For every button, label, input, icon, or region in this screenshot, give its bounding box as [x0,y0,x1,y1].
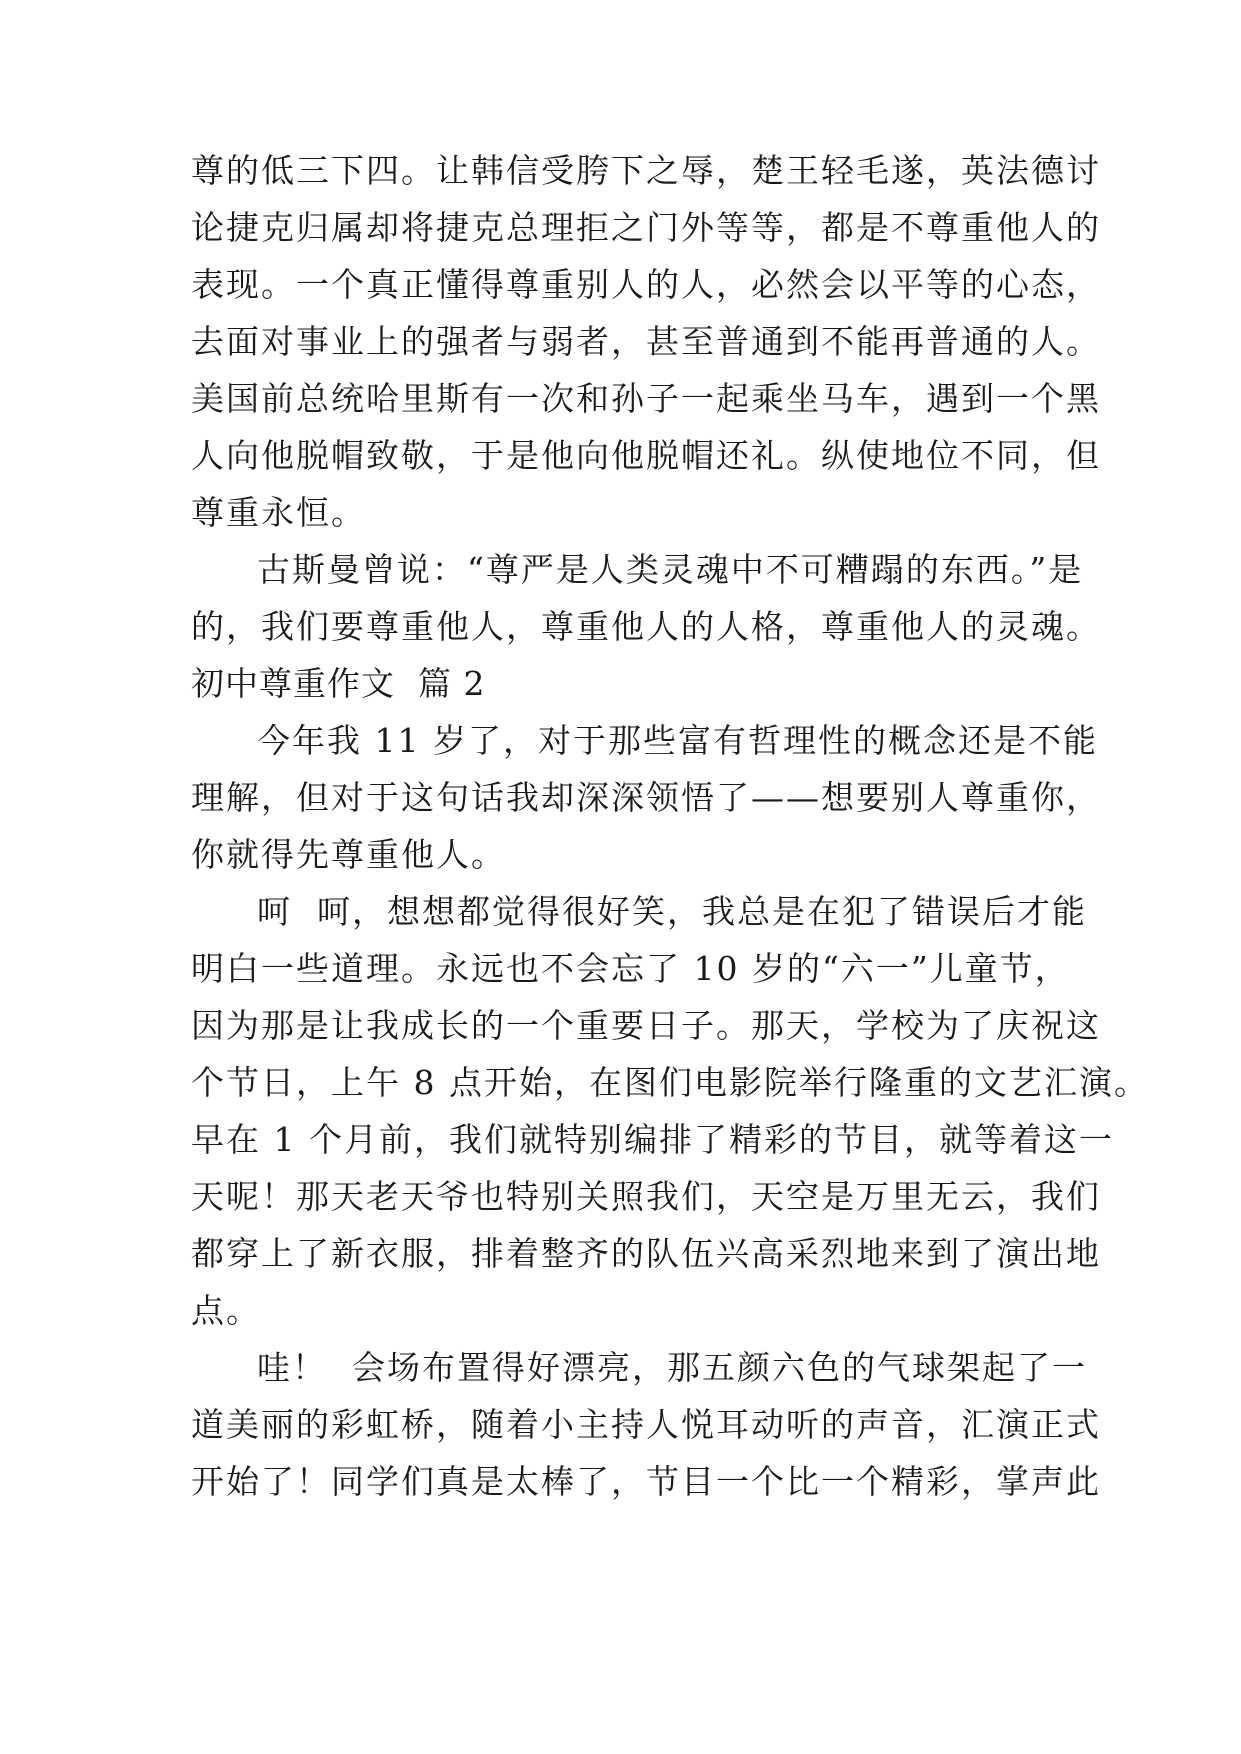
text-line: 论捷克归属却将捷克总理拒之门外等等，都是不尊重他人的 [191,208,1101,247]
text-line: 早在 1 个月前，我们就特别编排了精彩的节目，就等着这一 [191,1120,1114,1159]
text-line: 表现。一个真正懂得尊重别人的人，必然会以平等的心态， [191,265,1101,304]
text-line: 都穿上了新衣服，排着整齐的队伍兴高采烈地来到了演出地 [191,1234,1101,1273]
text-line: 去面对事业上的强者与弱者，甚至普通到不能再普通的人。 [191,322,1101,361]
essay-body [191,142,1149,1510]
text-line: 个节日，上午 8 点开始，在图们电影院举行隆重的文艺汇演。 [191,1063,1149,1102]
text-line: 因为那是让我成长的一个重要日子。那天，学校为了庆祝这 [191,1006,1101,1045]
paragraph-first-line: 哇！ 会场布置得好漂亮，那五颜六色的气球架起了一 [257,1348,1087,1387]
text-line: 点。 [191,1291,261,1330]
text-line: 人向他脱帽致敬，于是他向他脱帽还礼。纵使地位不同，但 [191,436,1101,475]
text-line: 开始了！同学们真是太棒了，节目一个比一个精彩，掌声此 [191,1462,1101,1501]
text-line: 美国前总统哈里斯有一次和孙子一起乘坐马车，遇到一个黑 [191,379,1101,418]
text-line: 尊重永恒。 [191,493,366,532]
text-line: 你就得先尊重他人。 [191,835,506,874]
paragraph-first-line: 古斯曼曾说：“尊严是人类灵魂中不可糟蹋的东西。”是 [257,550,1084,589]
text-line: 的，我们要尊重他人，尊重他人的人格，尊重他人的灵魂。 [191,607,1101,646]
text-line: 明白一些道理。永远也不会忘了 10 岁的“六一”儿童节， [191,949,1070,988]
text-line: 尊的低三下四。让韩信受胯下之辱，楚王轻毛遂，英法德讨 [191,151,1101,190]
paragraph-first-line: 今年我 11 岁了，对于那些富有哲理性的概念还是不能 [257,721,1098,760]
section-heading: 初中尊重作文 篇 2 [191,664,486,703]
text-line: 道美丽的彩虹桥，随着小主持人悦耳动听的声音，汇演正式 [191,1405,1101,1444]
text-line: 理解，但对于这句话我却深深领悟了——想要别人尊重你， [191,778,1101,817]
paragraph-first-line: 呵 呵，想想都觉得很好笑，我总是在犯了错误后才能 [257,892,1087,931]
text-line: 天呢！那天老天爷也特别关照我们，天空是万里无云，我们 [191,1177,1101,1216]
